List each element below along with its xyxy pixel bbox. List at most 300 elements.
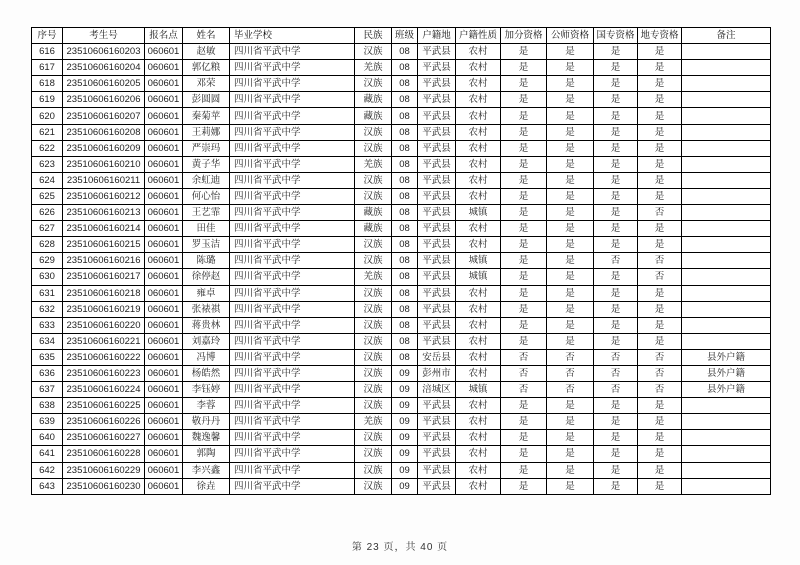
table-cell: 农村 (456, 446, 501, 462)
table-cell: 县外户籍 (682, 382, 771, 398)
table-cell: 是 (501, 44, 547, 60)
table-cell: 是 (547, 108, 594, 124)
table-cell: 羌族 (355, 269, 392, 285)
table-cell: 平武县 (418, 188, 456, 204)
table-cell: 四川省平武中学 (230, 333, 355, 349)
table-cell: 是 (638, 221, 682, 237)
table-cell: 是 (638, 333, 682, 349)
table-cell: 23510606160216 (63, 253, 145, 269)
table-cell: 09 (392, 382, 418, 398)
table-cell: 四川省平武中学 (230, 349, 355, 365)
table-cell: 否 (638, 382, 682, 398)
table-cell: 060601 (145, 430, 183, 446)
table-cell: 雍卓 (183, 285, 230, 301)
table-cell: 23510606160210 (63, 156, 145, 172)
table-cell: 08 (392, 44, 418, 60)
table-cell: 田佳 (183, 221, 230, 237)
table-cell: 060601 (145, 478, 183, 494)
table-cell: 农村 (456, 301, 501, 317)
table-cell: 060601 (145, 317, 183, 333)
table-cell: 是 (594, 414, 638, 430)
table-cell: 是 (547, 76, 594, 92)
table-cell: 余虹迪 (183, 172, 230, 188)
table-cell: 是 (594, 60, 638, 76)
table-cell: 王艺霏 (183, 205, 230, 221)
table-cell: 是 (638, 44, 682, 60)
table-cell: 平武县 (418, 205, 456, 221)
table-cell: 农村 (456, 430, 501, 446)
table-cell (682, 237, 771, 253)
table-cell: 否 (638, 365, 682, 381)
table-cell: 何心怡 (183, 188, 230, 204)
table-cell: 是 (638, 430, 682, 446)
table-cell: 是 (501, 60, 547, 76)
table-cell: 628 (32, 237, 63, 253)
table-cell: 23510606160217 (63, 269, 145, 285)
table-cell: 赵敏 (183, 44, 230, 60)
table-cell: 08 (392, 269, 418, 285)
table-cell: 农村 (456, 92, 501, 108)
table-cell: 060601 (145, 301, 183, 317)
table-cell: 县外户籍 (682, 349, 771, 365)
table-cell: 四川省平武中学 (230, 269, 355, 285)
table-cell: 是 (547, 253, 594, 269)
table-cell: 李钰婷 (183, 382, 230, 398)
table-cell: 否 (501, 382, 547, 398)
table-cell: 农村 (456, 76, 501, 92)
table-cell: 四川省平武中学 (230, 478, 355, 494)
table-cell: 是 (547, 92, 594, 108)
table-cell: 08 (392, 76, 418, 92)
table-cell: 08 (392, 333, 418, 349)
table-cell: 是 (638, 172, 682, 188)
table-cell: 23510606160208 (63, 124, 145, 140)
table-cell: 060601 (145, 253, 183, 269)
table-cell: 平武县 (418, 478, 456, 494)
table-cell: 否 (547, 365, 594, 381)
table-row (32, 172, 771, 188)
table-cell: 060601 (145, 333, 183, 349)
table-cell: 冯博 (183, 349, 230, 365)
table-cell: 是 (638, 124, 682, 140)
table-cell: 是 (638, 414, 682, 430)
table-cell: 是 (594, 76, 638, 92)
table-row (32, 414, 771, 430)
table-cell: 四川省平武中学 (230, 92, 355, 108)
table-cell: 是 (638, 156, 682, 172)
table-cell: 08 (392, 124, 418, 140)
table-cell: 是 (547, 478, 594, 494)
table-cell (682, 414, 771, 430)
table-cell: 是 (547, 317, 594, 333)
table-cell (682, 462, 771, 478)
table-cell: 是 (638, 398, 682, 414)
table-cell: 632 (32, 301, 63, 317)
column-header: 报名点 (145, 28, 183, 44)
table-cell: 农村 (456, 221, 501, 237)
table-cell: 县外户籍 (682, 365, 771, 381)
table-cell: 是 (594, 172, 638, 188)
table-row (32, 44, 771, 60)
table-cell: 08 (392, 285, 418, 301)
table-cell: 是 (638, 462, 682, 478)
table-cell: 23510606160207 (63, 108, 145, 124)
table-cell: 王莉娜 (183, 124, 230, 140)
page-number-footer: 第 23 页，共 40 页 (351, 542, 449, 553)
table-cell: 四川省平武中学 (230, 44, 355, 60)
table-cell: 09 (392, 430, 418, 446)
column-header: 加分资格 (501, 28, 547, 44)
table-cell: 是 (594, 301, 638, 317)
table-cell: 是 (594, 92, 638, 108)
table-cell: 617 (32, 60, 63, 76)
table-cell: 汉族 (355, 382, 392, 398)
table-cell: 农村 (456, 398, 501, 414)
table-row (32, 301, 771, 317)
table-row (32, 317, 771, 333)
table-cell (682, 430, 771, 446)
table-cell: 08 (392, 60, 418, 76)
table-cell: 平武县 (418, 430, 456, 446)
table-cell: 是 (547, 237, 594, 253)
table-cell: 是 (638, 188, 682, 204)
table-cell (682, 76, 771, 92)
table-cell: 是 (501, 414, 547, 430)
table-cell: 否 (594, 365, 638, 381)
table-cell: 是 (547, 188, 594, 204)
table-row (32, 398, 771, 414)
table-cell: 城镇 (456, 253, 501, 269)
table-cell: 农村 (456, 478, 501, 494)
table-cell: 23510606160220 (63, 317, 145, 333)
table-cell: 是 (594, 478, 638, 494)
table-row (32, 478, 771, 494)
table-cell: 四川省平武中学 (230, 188, 355, 204)
table-cell: 23510606160204 (63, 60, 145, 76)
table-cell: 汉族 (355, 317, 392, 333)
table-cell: 否 (501, 365, 547, 381)
table-cell: 060601 (145, 205, 183, 221)
table-cell: 619 (32, 92, 63, 108)
table-cell: 060601 (145, 124, 183, 140)
table-cell: 四川省平武中学 (230, 156, 355, 172)
table-cell: 是 (501, 92, 547, 108)
table-cell: 四川省平武中学 (230, 446, 355, 462)
table-cell: 是 (501, 253, 547, 269)
table-cell: 是 (594, 44, 638, 60)
table-cell: 09 (392, 398, 418, 414)
table-cell: 蒋贵林 (183, 317, 230, 333)
table-cell: 060601 (145, 172, 183, 188)
column-header: 户籍性质 (456, 28, 501, 44)
table-cell: 是 (638, 76, 682, 92)
table-cell: 彭圆圆 (183, 92, 230, 108)
table-cell: 是 (501, 430, 547, 446)
table-cell: 汉族 (355, 44, 392, 60)
table-cell: 060601 (145, 398, 183, 414)
table-cell: 农村 (456, 349, 501, 365)
table-cell: 平武县 (418, 269, 456, 285)
table-cell: 是 (638, 285, 682, 301)
table-cell: 060601 (145, 140, 183, 156)
table-body (32, 44, 771, 495)
table-cell: 平武县 (418, 237, 456, 253)
table-cell: 631 (32, 285, 63, 301)
table-cell: 是 (501, 221, 547, 237)
table-cell: 农村 (456, 365, 501, 381)
table-cell: 是 (547, 414, 594, 430)
table-cell: 否 (594, 349, 638, 365)
table-cell: 23510606160229 (63, 462, 145, 478)
table-cell: 是 (501, 478, 547, 494)
table-cell: 08 (392, 188, 418, 204)
table-cell (682, 205, 771, 221)
table-cell: 640 (32, 430, 63, 446)
table-cell: 刘嘉玲 (183, 333, 230, 349)
table-cell: 是 (594, 398, 638, 414)
column-header: 姓名 (183, 28, 230, 44)
table-cell: 23510606160228 (63, 446, 145, 462)
table-cell: 625 (32, 188, 63, 204)
table-cell: 陈璐 (183, 253, 230, 269)
table-cell: 是 (594, 188, 638, 204)
table-cell: 四川省平武中学 (230, 301, 355, 317)
table-cell: 汉族 (355, 285, 392, 301)
table-cell: 060601 (145, 76, 183, 92)
table-cell: 汉族 (355, 349, 392, 365)
table-cell: 是 (501, 333, 547, 349)
table-cell: 是 (547, 172, 594, 188)
table-cell: 是 (638, 140, 682, 156)
table-cell: 四川省平武中学 (230, 140, 355, 156)
table-cell: 是 (547, 301, 594, 317)
table-cell (682, 44, 771, 60)
table-cell: 四川省平武中学 (230, 285, 355, 301)
table-cell: 是 (638, 108, 682, 124)
table-cell: 是 (501, 237, 547, 253)
table-cell: 农村 (456, 60, 501, 76)
table-cell: 羌族 (355, 60, 392, 76)
table-cell: 08 (392, 253, 418, 269)
table-cell: 是 (594, 221, 638, 237)
table-cell: 城镇 (456, 205, 501, 221)
table-cell (682, 92, 771, 108)
table-cell: 农村 (456, 140, 501, 156)
table-cell: 平武县 (418, 333, 456, 349)
table-cell (682, 446, 771, 462)
table-cell: 是 (638, 446, 682, 462)
table-cell (682, 156, 771, 172)
table-cell: 是 (594, 205, 638, 221)
table-cell: 四川省平武中学 (230, 430, 355, 446)
table-cell: 平武县 (418, 124, 456, 140)
table-cell: 四川省平武中学 (230, 124, 355, 140)
table-cell: 09 (392, 365, 418, 381)
table-cell: 汉族 (355, 333, 392, 349)
table-cell: 农村 (456, 156, 501, 172)
table-cell: 汉族 (355, 140, 392, 156)
table-cell: 平武县 (418, 398, 456, 414)
table-cell: 藏族 (355, 108, 392, 124)
table-cell: 08 (392, 237, 418, 253)
table-cell: 08 (392, 172, 418, 188)
table-cell: 四川省平武中学 (230, 462, 355, 478)
table-cell: 08 (392, 301, 418, 317)
table-cell: 是 (501, 172, 547, 188)
table-row (32, 285, 771, 301)
table-cell: 农村 (456, 462, 501, 478)
table-cell: 农村 (456, 44, 501, 60)
table-cell: 否 (638, 269, 682, 285)
table-cell: 23510606160213 (63, 205, 145, 221)
table-cell: 魏逸馨 (183, 430, 230, 446)
column-header: 序号 (32, 28, 63, 44)
table-cell: 060601 (145, 44, 183, 60)
table-cell: 藏族 (355, 92, 392, 108)
column-header: 地专资格 (638, 28, 682, 44)
table-cell: 639 (32, 414, 63, 430)
table-cell: 是 (501, 156, 547, 172)
table-cell: 四川省平武中学 (230, 172, 355, 188)
table-cell: 否 (594, 382, 638, 398)
table-cell: 23510606160226 (63, 414, 145, 430)
table-cell: 四川省平武中学 (230, 414, 355, 430)
table-cell: 敬丹丹 (183, 414, 230, 430)
table-cell: 四川省平武中学 (230, 237, 355, 253)
table-cell: 平武县 (418, 414, 456, 430)
table-cell: 安岳县 (418, 349, 456, 365)
table-cell: 平武县 (418, 462, 456, 478)
table-cell: 060601 (145, 221, 183, 237)
table-cell: 农村 (456, 333, 501, 349)
table-cell: 农村 (456, 188, 501, 204)
table-cell: 汉族 (355, 253, 392, 269)
table-cell: 是 (547, 124, 594, 140)
table-cell: 汉族 (355, 398, 392, 414)
table-cell: 是 (547, 140, 594, 156)
table-cell: 636 (32, 365, 63, 381)
table-cell: 否 (638, 253, 682, 269)
table-cell: 08 (392, 205, 418, 221)
table-cell: 郭亿粮 (183, 60, 230, 76)
table-cell: 060601 (145, 382, 183, 398)
table-cell: 23510606160227 (63, 430, 145, 446)
table-cell: 徐停赵 (183, 269, 230, 285)
column-header: 民族 (355, 28, 392, 44)
table-cell: 623 (32, 156, 63, 172)
table-cell: 秦菊苹 (183, 108, 230, 124)
table-cell: 否 (547, 349, 594, 365)
table-cell (682, 188, 771, 204)
table-cell: 23510606160223 (63, 365, 145, 381)
table-cell: 是 (638, 478, 682, 494)
table-cell: 060601 (145, 156, 183, 172)
table-cell: 是 (547, 285, 594, 301)
table-cell: 是 (594, 124, 638, 140)
table-cell (682, 269, 771, 285)
table-cell (682, 140, 771, 156)
table-cell: 是 (594, 269, 638, 285)
table-cell: 627 (32, 221, 63, 237)
table-cell: 汉族 (355, 301, 392, 317)
table-cell: 四川省平武中学 (230, 398, 355, 414)
table-cell: 是 (594, 317, 638, 333)
table-cell: 是 (594, 285, 638, 301)
table-row (32, 60, 771, 76)
table-cell: 农村 (456, 124, 501, 140)
table-cell: 是 (638, 317, 682, 333)
table-cell: 是 (547, 398, 594, 414)
table-cell: 060601 (145, 237, 183, 253)
table-cell: 是 (501, 317, 547, 333)
table-cell: 是 (547, 462, 594, 478)
table-cell: 09 (392, 414, 418, 430)
table-cell: 严崇玛 (183, 140, 230, 156)
table-cell: 是 (594, 108, 638, 124)
table-cell: 李蓉 (183, 398, 230, 414)
table-cell: 黄子华 (183, 156, 230, 172)
table-cell: 060601 (145, 414, 183, 430)
table-cell: 平武县 (418, 108, 456, 124)
table-cell: 平武县 (418, 301, 456, 317)
table-cell: 637 (32, 382, 63, 398)
table-cell: 060601 (145, 269, 183, 285)
table-cell: 否 (547, 382, 594, 398)
table-row (32, 446, 771, 462)
table-cell: 是 (594, 333, 638, 349)
table-cell: 四川省平武中学 (230, 317, 355, 333)
table-cell: 是 (501, 188, 547, 204)
table-cell (682, 172, 771, 188)
table-cell: 是 (547, 205, 594, 221)
table-header-row (32, 28, 771, 44)
table-cell: 平武县 (418, 172, 456, 188)
table-cell: 是 (594, 237, 638, 253)
table-cell (682, 398, 771, 414)
table-cell: 是 (547, 446, 594, 462)
table-cell: 是 (501, 446, 547, 462)
table-cell: 622 (32, 140, 63, 156)
column-header: 公师资格 (547, 28, 594, 44)
table-cell: 是 (547, 60, 594, 76)
table-cell: 是 (501, 398, 547, 414)
table-cell (682, 478, 771, 494)
table-cell: 060601 (145, 108, 183, 124)
table-cell: 618 (32, 76, 63, 92)
table-cell: 四川省平武中学 (230, 205, 355, 221)
table-cell: 是 (501, 462, 547, 478)
table-row (32, 76, 771, 92)
table-cell: 621 (32, 124, 63, 140)
table-cell: 是 (594, 430, 638, 446)
table-cell: 四川省平武中学 (230, 221, 355, 237)
table-cell: 四川省平武中学 (230, 60, 355, 76)
table-cell: 08 (392, 156, 418, 172)
table-cell: 060601 (145, 446, 183, 462)
table-cell: 23510606160212 (63, 188, 145, 204)
column-header: 备注 (682, 28, 771, 44)
table-cell: 是 (501, 76, 547, 92)
table-cell: 是 (594, 446, 638, 462)
table-cell (682, 60, 771, 76)
column-header: 考生号 (63, 28, 145, 44)
table-cell (682, 108, 771, 124)
student-roster-table (31, 27, 771, 495)
table-cell: 23510606160224 (63, 382, 145, 398)
table-row (32, 349, 771, 365)
table-cell: 641 (32, 446, 63, 462)
table-cell (682, 221, 771, 237)
